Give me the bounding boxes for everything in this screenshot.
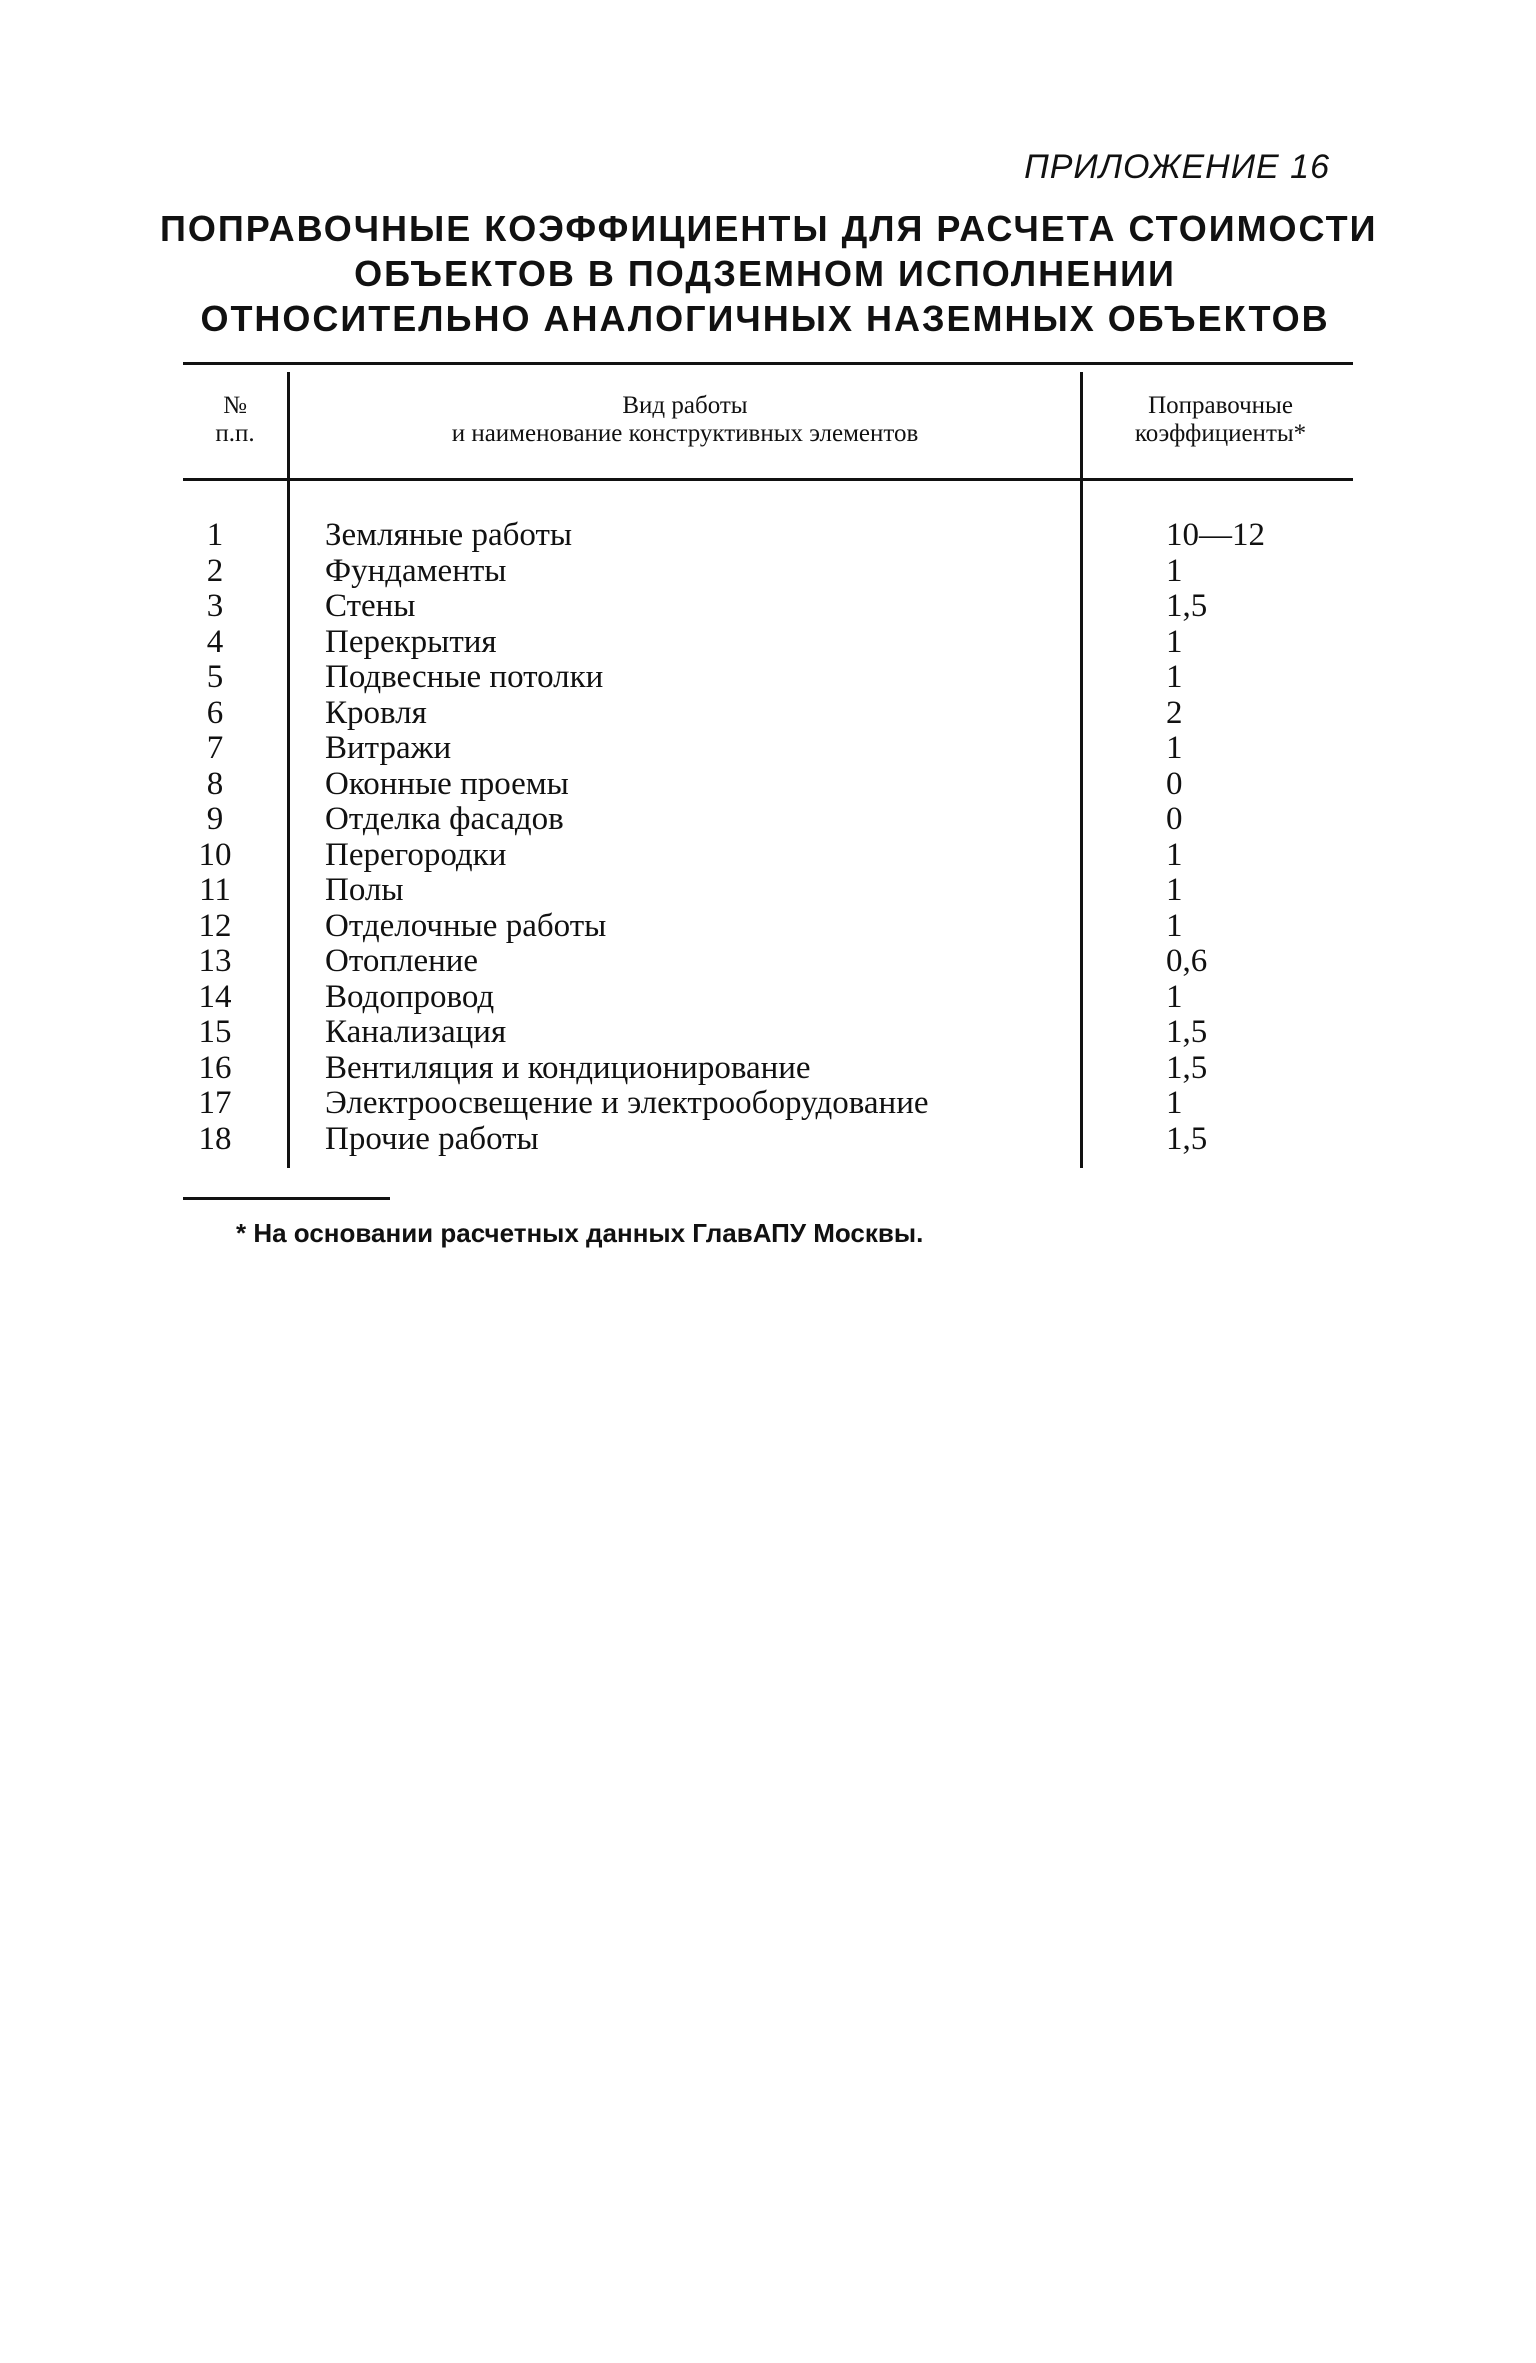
row-number: 2 bbox=[206, 552, 224, 589]
table-row bbox=[0, 1014, 1536, 1050]
title-line: ОБЪЕКТОВ В ПОДЗЕМНОМ ИСПОЛНЕНИИ bbox=[354, 253, 1176, 294]
appendix-label: ПРИЛОЖЕНИЕ 16 bbox=[1024, 148, 1330, 186]
table-row bbox=[0, 553, 1536, 589]
row-coefficient: 1 bbox=[1166, 659, 1183, 695]
table-row bbox=[0, 979, 1536, 1015]
table-row bbox=[0, 588, 1536, 624]
document-title bbox=[160, 206, 1378, 341]
header-work-type: Вид работы и наименование конструктивных элементов bbox=[451, 392, 919, 447]
row-coefficient: 0 bbox=[1166, 801, 1183, 837]
row-name: Электроосвещение и электрооборудование bbox=[325, 1085, 929, 1121]
title-line: ПОПРАВОЧНЫЕ КОЭФФИЦИЕНТЫ ДЛЯ РАСЧЕТА СТОИМОСТИ bbox=[160, 208, 1378, 249]
row-number: 1 bbox=[206, 517, 224, 553]
row-coefficient: 1,5 bbox=[1166, 1049, 1208, 1086]
row-number: 6 bbox=[206, 694, 224, 731]
row-name: Отделочные работы bbox=[325, 907, 607, 944]
row-number: 14 bbox=[198, 978, 232, 1015]
table-row bbox=[0, 766, 1536, 802]
row-coefficient: 1 bbox=[1166, 872, 1183, 908]
row-name: Кровля bbox=[325, 694, 427, 731]
table-row bbox=[0, 801, 1536, 837]
row-number: 18 bbox=[198, 1120, 232, 1157]
row-number: 10 bbox=[198, 836, 232, 873]
row-name: Прочие работы bbox=[325, 1120, 539, 1157]
row-coefficient: 1 bbox=[1166, 623, 1183, 660]
row-coefficient: 1 bbox=[1166, 1085, 1183, 1121]
row-number: 15 bbox=[198, 1014, 232, 1050]
table-row bbox=[0, 943, 1536, 979]
table-row bbox=[0, 872, 1536, 908]
row-number: 11 bbox=[199, 872, 231, 908]
row-name: Оконные проемы bbox=[325, 765, 569, 802]
row-coefficient: 0,6 bbox=[1166, 943, 1208, 979]
row-coefficient: 10—12 bbox=[1166, 517, 1265, 553]
row-number: 9 bbox=[206, 801, 224, 837]
row-number: 13 bbox=[198, 943, 232, 979]
row-name: Вентиляция и кондиционирование bbox=[325, 1049, 811, 1086]
table-row bbox=[0, 517, 1536, 553]
row-number: 16 bbox=[198, 1049, 232, 1086]
row-coefficient: 1 bbox=[1166, 907, 1183, 944]
row-name: Перекрытия bbox=[325, 623, 497, 660]
row-number: 4 bbox=[206, 623, 224, 660]
table-row bbox=[0, 1121, 1536, 1157]
row-number: 8 bbox=[206, 765, 224, 802]
footnote-rule bbox=[183, 1197, 390, 1200]
header-number: № п.п. bbox=[215, 392, 255, 447]
row-number: 12 bbox=[198, 907, 232, 944]
row-number: 17 bbox=[198, 1085, 232, 1121]
title-line: ОТНОСИТЕЛЬНО АНАЛОГИЧНЫХ НАЗЕМНЫХ ОБЪЕКТОВ bbox=[200, 298, 1330, 339]
footnote: * На основании расчетных данных ГлавАПУ Москвы. bbox=[236, 1218, 924, 1248]
row-coefficient: 0 bbox=[1166, 765, 1183, 802]
row-name: Перегородки bbox=[325, 836, 507, 873]
row-number: 7 bbox=[206, 730, 224, 766]
row-name: Подвесные потолки bbox=[325, 659, 604, 695]
row-number: 3 bbox=[206, 588, 224, 624]
table-row bbox=[0, 659, 1536, 695]
row-coefficient: 1 bbox=[1166, 730, 1183, 766]
row-name: Канализация bbox=[325, 1014, 507, 1050]
row-name: Водопровод bbox=[325, 978, 495, 1015]
row-coefficient: 1,5 bbox=[1166, 1014, 1208, 1050]
table-row bbox=[0, 624, 1536, 660]
row-name: Стены bbox=[325, 588, 416, 624]
table-row bbox=[0, 695, 1536, 731]
row-name: Отделка фасадов bbox=[325, 801, 564, 837]
header-coefficient: Поправочные коэффициенты* bbox=[1134, 392, 1307, 447]
table-row bbox=[0, 1050, 1536, 1086]
row-coefficient: 1,5 bbox=[1166, 1120, 1208, 1157]
row-coefficient: 2 bbox=[1166, 694, 1183, 731]
row-coefficient: 1 bbox=[1166, 836, 1183, 873]
row-coefficient: 1,5 bbox=[1166, 588, 1208, 624]
row-coefficient: 1 bbox=[1166, 552, 1183, 589]
row-name: Земляные работы bbox=[325, 517, 573, 553]
row-coefficient: 1 bbox=[1166, 978, 1183, 1015]
table-header-rule bbox=[183, 478, 1353, 481]
row-number: 5 bbox=[206, 659, 224, 695]
table-row bbox=[0, 837, 1536, 873]
row-name: Полы bbox=[325, 872, 404, 908]
table-row bbox=[0, 908, 1536, 944]
row-name: Витражи bbox=[325, 730, 452, 766]
table-top-rule bbox=[183, 362, 1353, 365]
row-name: Фундаменты bbox=[325, 552, 507, 589]
table-row bbox=[0, 1085, 1536, 1121]
row-name: Отопление bbox=[325, 943, 479, 979]
table-row bbox=[0, 730, 1536, 766]
